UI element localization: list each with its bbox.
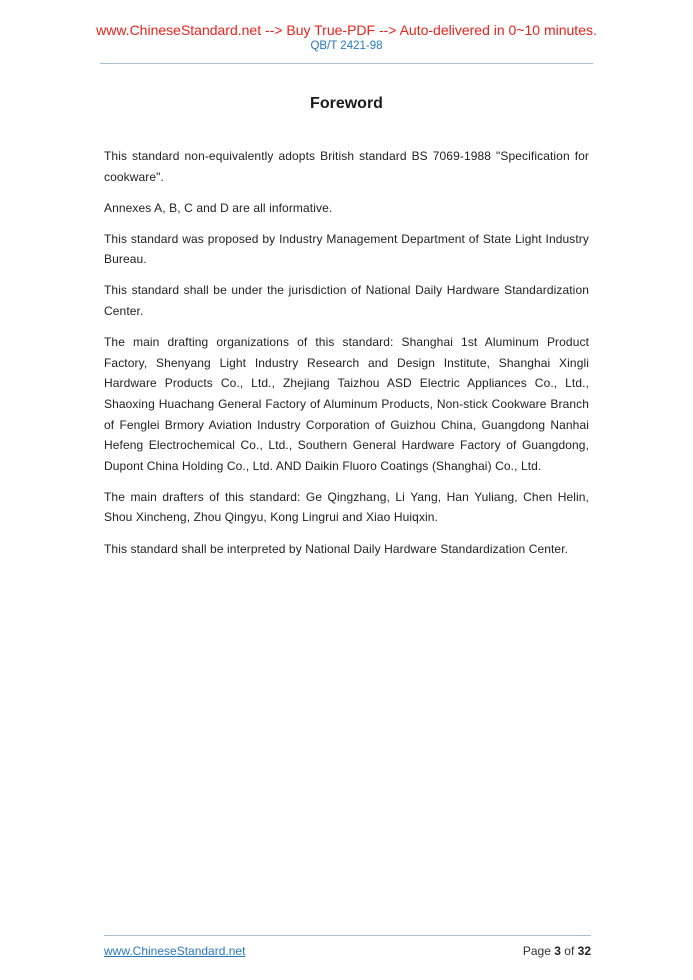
footer-site-link[interactable]: www.ChineseStandard.net bbox=[104, 944, 246, 958]
page-indicator bbox=[523, 944, 591, 958]
promo-banner bbox=[0, 0, 693, 38]
paragraph-drafting-organizations: The main drafting organizations of this standard: Shanghai 1st Aluminum Product Factory, Shenyang Light Industry Research and Design Institute, Shanghai Xingli Hardware Products Co., Ltd., Zhejiang Taizhou ASD Electric Appliances Co., Ltd., Shaoxing Huachang General Factory of Aluminum Products, Non-stick Cookware Branch of Fenglei Brmory Aviation Industry Corporation of Guizhou China, Guangdong Nanhai Hefeng Electrochemical Co., Ltd., Southern General Hardware Factory of Guangdong, Dupont China Holding Co., Ltd. AND Daikin Fluoro Coatings (Shanghai) Co., Ltd. bbox=[104, 335, 589, 473]
paragraph-proposed-by: This standard was proposed by Industry Management Department of State Light Industry Bureau. bbox=[104, 231, 589, 267]
page-title: Foreword bbox=[310, 95, 383, 112]
of-word: of bbox=[564, 944, 575, 958]
page-footer bbox=[104, 935, 591, 958]
page-total: 32 bbox=[577, 944, 591, 958]
footer-row bbox=[104, 936, 591, 958]
page-word: Page bbox=[522, 944, 551, 958]
paragraph-interpretation: This standard shall be interpreted by National Daily Hardware Standardization Center. bbox=[104, 541, 569, 556]
paragraph-jurisdiction: This standard shall be under the jurisdiction of National Daily Hardware Standardization Center. bbox=[104, 283, 589, 319]
page-number: 3 bbox=[554, 944, 561, 958]
promo-banner-text[interactable]: www.ChineseStandard.net --> Buy True-PDF --> Auto-delivered in 0~10 minutes. bbox=[96, 22, 597, 38]
paragraph-annexes: Annexes A, B, C and D are all informative. bbox=[104, 200, 333, 215]
document-body bbox=[104, 146, 589, 559]
header-divider bbox=[100, 63, 593, 64]
doc-number: QB/T 2421-98 bbox=[310, 40, 383, 52]
paragraph-adoption: This standard non-equivalently adopts British standard BS 7069-1988 "Specification for cookware". bbox=[104, 149, 589, 184]
paragraph-main-drafters: The main drafters of this standard: Ge Qingzhang, Li Yang, Han Yuliang, Chen Helin, Shou Xincheng, Zhou Qingyu, Kong Lingrui and Xiao Huiqxin. bbox=[104, 489, 589, 525]
